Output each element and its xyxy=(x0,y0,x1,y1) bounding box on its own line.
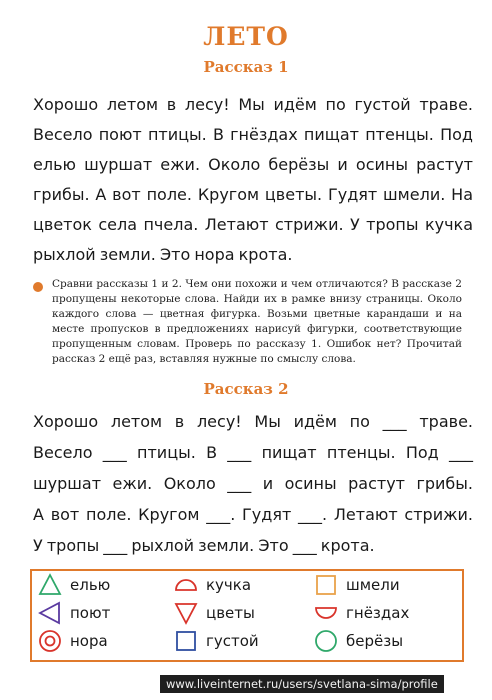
legend-word: поют xyxy=(70,604,111,622)
story1-line: рыхлой земли. Это нора крота. xyxy=(33,245,293,264)
story1-heading: Рассказ 1 xyxy=(203,58,289,76)
story2-line: А вот поле. Кругом ___. Гудят ___. Летают стрижи. xyxy=(33,505,473,524)
triangle-left-icon xyxy=(38,601,62,625)
story1-line: Хорошо летом в лесу! Мы идём по густой траве. xyxy=(33,95,473,114)
task-instructions: Сравни рассказы 1 и 2. Чем они похожи и чем отличаются? В рассказе 2 пропущены некоторые слова. Найди их в рамке внизу страницы. Около каждого слова — цветная фигурка. Возьми цветные карандаши и на месте пропусков в предложениях нарисуй фигурки, соответствующие пропущенным словам. Проверь по рассказу 1. Ошибок нет? Прочитай рассказ 2 ещё раз, вставляя нужные по смыслу слова. xyxy=(52,278,462,365)
watermark-url: www.liveinternet.ru/users/svetlana-sima/profile xyxy=(160,675,444,693)
legend-word: гнёздах xyxy=(346,604,410,622)
story2-line: У тропы ___ рыхлой земли. Это ___ крота. xyxy=(33,536,375,555)
story2-line: шуршат ежи. Около ___ и осины растут грибы. xyxy=(33,474,473,493)
legend-word: елью xyxy=(70,576,111,594)
legend-word: густой xyxy=(206,632,259,650)
story1-line: Весело поют птицы. В гнёздах пищат птенцы. Под xyxy=(33,125,473,144)
legend-item xyxy=(314,573,400,597)
double-circle-icon xyxy=(38,629,62,653)
story2-text xyxy=(33,406,473,561)
square-icon xyxy=(174,629,198,653)
circle-icon xyxy=(314,629,338,653)
story1-line: цветок села пчела. Летают стрижи. У тропы кучка xyxy=(33,215,473,234)
word-legend-box xyxy=(30,569,464,662)
legend-word: кучка xyxy=(206,576,252,594)
story1-text xyxy=(33,90,473,270)
legend-item xyxy=(38,629,108,653)
semicircle-up-icon xyxy=(174,573,198,597)
legend-item xyxy=(174,601,255,625)
story1-line: елью шуршат ежи. Около берёзы и осины растут xyxy=(33,155,473,174)
story2-line: Весело ___ птицы. В ___ пищат птенцы. Под ___ xyxy=(33,443,473,462)
legend-item xyxy=(314,601,409,625)
legend-word: берёзы xyxy=(346,632,404,650)
legend-item xyxy=(174,573,251,597)
triangle-up-icon xyxy=(38,573,62,597)
story1-line: грибы. А вот поле. Кругом цветы. Гудят шмели. На xyxy=(33,185,473,204)
legend-item xyxy=(38,573,110,597)
bullet-icon xyxy=(33,282,43,292)
legend-item xyxy=(38,601,110,625)
legend-item xyxy=(174,629,259,653)
square-icon xyxy=(314,573,338,597)
legend-word: шмели xyxy=(346,576,400,594)
triangle-down-icon xyxy=(174,601,198,625)
legend-word: нора xyxy=(70,632,108,650)
legend-word: цветы xyxy=(206,604,255,622)
page-title: ЛЕТО xyxy=(203,22,289,51)
legend-item xyxy=(314,629,403,653)
story2-line: Хорошо летом в лесу! Мы идём по ___ траве. xyxy=(33,412,473,431)
semicircle-down-icon xyxy=(314,601,338,625)
story2-heading: Рассказ 2 xyxy=(203,380,289,398)
